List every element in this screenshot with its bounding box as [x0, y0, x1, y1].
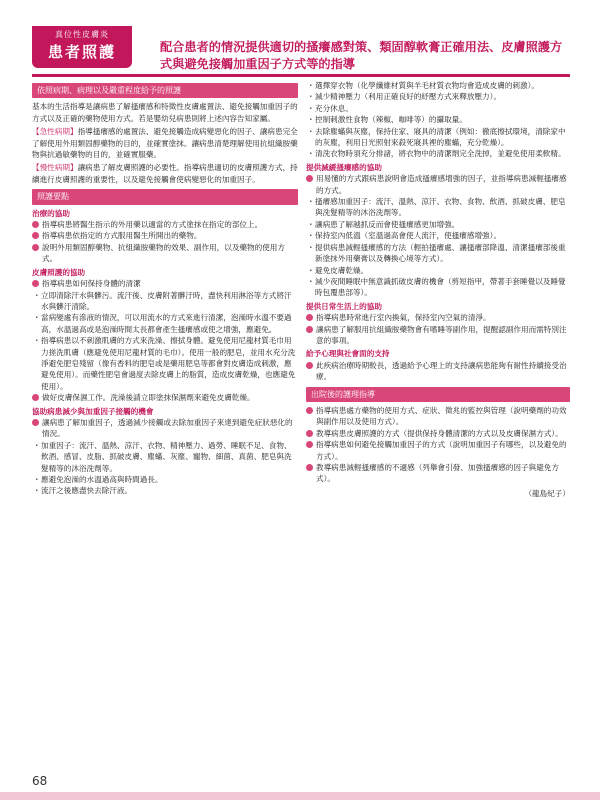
- list-item: 讓病患了解服用抗組織胺藥物會有嗜睡等副作用，提醒認副作用而需特別注意的事項。: [306, 324, 570, 347]
- list-item: 指導病患如何保持身體的清潔: [32, 278, 298, 289]
- section-heading: 出院後的護理指導: [306, 387, 570, 402]
- list-item: ・ 搔癢感加重因子：流汗、溫熱、涼汗、衣物、食物、飲酒、抓破皮膚、肥皂與洗髮精等的沐浴洗劑等。: [307, 197, 566, 218]
- list-item: ・ 立即清除汗水與髒污。流汗後、皮膚附著髒汙時，盡快利用淋浴等方式將汗水與髒汙清除。: [33, 290, 292, 311]
- page-title: 配合患者的情況提供適切的搔癢感對策、類固醇軟膏正確用法、皮膚照護方式與避免接觸加重因子方式等的指導: [160, 40, 563, 71]
- category-label: 真位性皮膚炎: [55, 30, 109, 39]
- left-column: [32, 80, 298, 497]
- list-item: ・ 充分休息。: [307, 103, 353, 113]
- subheading: 皮膚照護的協助: [32, 267, 86, 277]
- list-item: ・ 選擇穿衣物（化學纖維材質與羊毛材質衣物均會造成皮膚的刺激）。: [307, 81, 540, 90]
- bullet-icon: [32, 232, 39, 239]
- section-heading: 依照病期、病理以及嚴重程度給予的照護: [32, 83, 298, 98]
- list-item: ・ 應避免泡澡的水溫過高與時間過長。: [33, 475, 163, 484]
- list-item: ・ 避免皮膚乾燥。: [307, 265, 369, 275]
- bullet-icon: [306, 175, 313, 182]
- list-item: ・ 保持室內低溫（室溫過高會使人流汗，使搔癢感增強）。: [307, 231, 502, 241]
- list-item: 說明外用類固醇藥物、抗組織胺藥物的效果、副作用，以及藥物的使用方式。: [32, 242, 298, 265]
- list-item: ・ 控制刺激性食物（辣椒、咖啡等）的攝取量。: [307, 115, 467, 125]
- list-item: 此疾病治療時期較長，透過給予心理上的支持讓病患能夠有耐性持續接受治療。: [306, 360, 570, 383]
- bullet-icon: [306, 314, 313, 321]
- tab-title: 患者照護: [47, 43, 116, 61]
- list-item: 讓病患了解加重因子，透過減少接觸或去除加重因子來達到避免症狀惡化的情況。: [32, 417, 298, 440]
- acute-tag: 【急性病期】: [32, 127, 78, 137]
- bullet-icon: [306, 326, 313, 333]
- list-item: 用易懂的方式跟病患說明會造成搔癢感增強的因子，並指導病患減輕搔癢感的方式。: [306, 173, 570, 196]
- list-item: 指導病患如何避免接觸加重因子的方式（說明加重因子有哪些，以及避免的方式）。: [306, 439, 570, 462]
- chronic-tag: 【慢性病期】: [32, 163, 78, 173]
- list-item: 做好皮膚保濕工作。洗澡後請立即塗抹保濕劑來避免皮膚乾燥。: [32, 392, 298, 403]
- list-item: 指導病患依指定的方式服用醫生所開出的藥物。: [32, 230, 298, 241]
- list-item: ・ 去除塵蟎與灰塵，保持住家、寢具的清潔（例如：徹底擦拭環境，清除家中的灰塵，利用日光照射來殺死寢具裡的塵蟎，充分乾燥）。: [307, 126, 566, 148]
- section-heading: 照護要點: [32, 189, 298, 204]
- footer-strip: [0, 792, 600, 800]
- bullet-icon: [32, 394, 39, 401]
- bullet-icon: [32, 244, 39, 251]
- list-item: ・ 流汗之後應盡快去除汗液。: [33, 486, 133, 496]
- paragraph: [32, 162, 298, 185]
- title-divider: [32, 74, 570, 77]
- list-item: ・ 加重因子：流汗、溫熱、涼汗、衣物、精神壓力、過勞、睡眠不足、食物、飲酒、感冒、皮脂、抓破皮膚、塵蟎、灰塵、寵物、細菌、真菌、肥皂與洗髮精等的沐浴洗劑等。: [33, 440, 292, 473]
- list-item: 教導病患皮膚照護的方式（提供保持身體清潔的方式以及皮膚保濕方式）。: [306, 428, 570, 439]
- list-item: ・ 當病變處有滲液的情況，可以用流水的方式來進行清潔，泡澡時水溫不要過高，水溫過高或是泡澡時間太長都會產生搔癢感或使之增強，應避免。: [33, 313, 292, 334]
- list-item: 指導病患處方藥物的使用方式、症狀、徵兆的監控與管理（說明藥劑的功效與副作用以及使用方式）。: [306, 405, 570, 428]
- list-item: ・ 減少夜間睡眠中無意識抓破皮膚的機會（剪短指甲，帶著手套睡覺以及睡覺時包覆患部等）。: [307, 276, 566, 298]
- list-item: ・ 提供病患減輕搔癢感的方法（輕拍搔癢處、讓搔癢部降溫、清潔搔癢部後重新塗抹外用藥膏以及轉換心境等方式）。: [307, 242, 566, 264]
- bullet-icon: [306, 464, 313, 471]
- page-number: 68: [32, 774, 48, 788]
- bullet-icon: [306, 441, 313, 448]
- author-signature: （龍島紀子）: [524, 488, 570, 498]
- right-column: [306, 80, 570, 499]
- section-tab: [32, 26, 132, 68]
- paragraph: [32, 126, 298, 160]
- paragraph: 基本的生活指導是讓病患了解搔癢感和特徵性皮膚處置法、避免接觸加重因子的方式以及正確的藥物使用方式。若是嬰幼兒病患則將上述內容告知家屬。: [32, 102, 298, 123]
- list-item: ・ 指導病患以不刺激肌膚的方式來洗澡、擦拭身體。避免使用尼龍材質毛巾用力搓洗肌膚（應避免使用尼龍材質的毛巾）。使用一般的肥皂，並用水充分洗淨避免肥皂殘留（像有香料的肥皂或是藥用肥皂等都會對皮膚造成刺激，應避免使用）。而藥性肥皂會過度去除皮膚上的脂質，造成皮膚乾燥，也應避免使用）。: [33, 336, 296, 391]
- subheading: 給予心理與社會面的支持: [306, 349, 390, 359]
- acute-text: 指導搔癢感的處置法、避免接觸造成病變惡化的因子、讓病患完全了解使用外用類固醇藥物的目的，並確實塗抹。讓病患清楚理解使用抗組織胺藥物與抗過敏藥物的目的，並確實服藥。: [32, 127, 298, 160]
- subheading: 治療的協助: [32, 208, 70, 218]
- subheading: 提供減緩搔癢感的協助: [306, 162, 382, 172]
- subheading: 協助病患減少與加重因子接觸的機會: [32, 406, 154, 416]
- bullet-icon: [32, 419, 39, 426]
- list-item: ・ 減少精神壓力（利用正確良好的紓壓方式來釋放壓力）。: [307, 92, 502, 102]
- subheading: 提供日常生活上的協助: [306, 301, 382, 311]
- list-item: 指導病患將醫生指示的外用藥以適當的方式塗抹在指定的部位上。: [32, 219, 298, 230]
- bullet-icon: [32, 221, 39, 228]
- bullet-icon: [306, 407, 313, 414]
- bullet-icon: [306, 430, 313, 437]
- list-item: ・ 讓病患了解越抓反而會使搔癢感更加增強。: [307, 219, 460, 229]
- list-item: 教導病患減輕搔癢感的不適感（列舉會引發、加強搔癢感的因子與避免方式）。: [306, 462, 570, 485]
- list-item: 指導病患時常進行室內換氣，保持室內空氣的清淨。: [306, 312, 570, 323]
- chronic-text: 讓病患了解皮膚照護的必要性。指導病患適切的皮膚照護方式，持續進行皮膚照護的重要性，以及避免接觸會使病變惡化的加重因子。: [32, 163, 298, 184]
- bullet-icon: [306, 362, 313, 369]
- bullet-icon: [32, 280, 39, 287]
- list-item: ・ 清洗衣物時須充分排諸，將衣物中的清潔劑完全洗掉，並避免使用柔軟精。: [307, 149, 566, 159]
